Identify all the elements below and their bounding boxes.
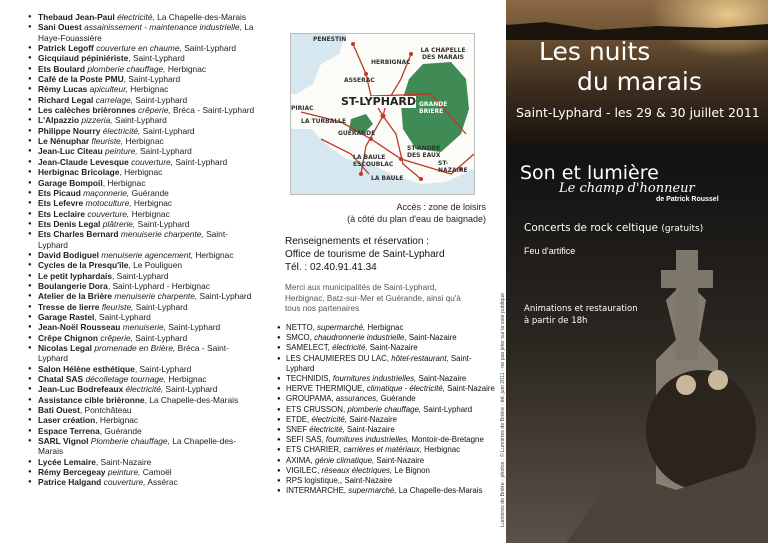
- sponsors-place: Herbignac: [131, 208, 170, 219]
- info-panel: [256, 0, 506, 543]
- map-label: PIRIAC: [291, 105, 314, 112]
- sponsors-name: Ets Lefevre: [38, 198, 84, 209]
- sponsors-place: Saint-Lyphard: [135, 301, 188, 312]
- partners-item: [277, 333, 497, 343]
- sponsors-place: Saint-Lyphard: [184, 43, 237, 54]
- sponsors-item: ● Cycles de la Presqu'île, Le Pouliguen: [30, 260, 256, 270]
- sponsors-place: Saint-Lyphard: [98, 311, 151, 322]
- partners-place: Saint-Nazaire: [349, 414, 397, 424]
- partners-item: [277, 486, 497, 496]
- sponsors-place: Herbignac: [124, 167, 163, 178]
- sponsors-item: [30, 188, 256, 198]
- map-label: ST-LYPHARD: [341, 95, 417, 108]
- sponsors-activity: Plomberie chauffage,: [90, 436, 170, 447]
- sponsors-item: [30, 384, 256, 394]
- fireworks-line: Feu d'artifice: [524, 246, 576, 256]
- sponsors-item: [30, 436, 256, 457]
- sponsors-item: ● Café de la Poste PMU, Saint-Lyphard: [30, 74, 256, 84]
- partners-name: SNEF: [286, 425, 308, 435]
- location-map: [290, 33, 475, 195]
- sponsors-name: Jean-Claude Levesque: [38, 156, 129, 167]
- event-dates: Saint-Lyphard - les 29 & 30 juillet 2011: [516, 105, 760, 120]
- sponsors-place: Assérac: [147, 477, 178, 488]
- sponsors-place: Saint-Lyphard: [114, 115, 167, 126]
- partners-activity: plomberie chauffage,: [347, 404, 422, 414]
- sponsors-item: [30, 95, 256, 105]
- sponsors-place: Pontchâteau: [84, 405, 132, 416]
- sponsors-place: Herbignac: [130, 84, 169, 95]
- partners-activity: chaudronnerie industrielle,: [314, 333, 407, 343]
- partners-place: Saint-Nazaire: [418, 374, 467, 384]
- partners-place: Le Bignon: [394, 465, 430, 475]
- sponsors-item: [30, 146, 256, 156]
- map-label: ASSERAC: [344, 77, 375, 84]
- map-label: LA BAULE ESCOUBLAC: [353, 154, 394, 168]
- sponsors-place: Guérande: [131, 187, 169, 198]
- partners-item: [277, 435, 497, 445]
- sponsors-name: Thebaud Jean-Paul: [38, 12, 115, 22]
- sponsors-name: David Bodiguel: [38, 249, 99, 260]
- partners-activity: fournitures industrielles,: [332, 374, 417, 384]
- sponsors-place: Saint-Lyphard: [116, 270, 169, 281]
- partners-name: LES CHAUMIERES DU LAC,: [286, 353, 390, 363]
- partners-item: [277, 323, 497, 333]
- partners-item: [277, 384, 497, 394]
- sponsors-name: Café de la Poste PMU: [38, 74, 124, 85]
- sponsors-activity: fleuriste,: [91, 136, 124, 147]
- sponsors-activity: motoculture,: [85, 198, 132, 209]
- sponsors-place: Guérande: [104, 425, 142, 436]
- sponsors-place: Herbignac: [167, 63, 207, 74]
- sponsors-item: [30, 157, 256, 167]
- partners-place: Herbignac: [424, 445, 461, 455]
- sponsors-activity: couverture,: [103, 477, 146, 488]
- sponsors-name: Patrick Legoff: [38, 43, 94, 54]
- partners-item: [277, 394, 497, 404]
- partners-item: [277, 343, 497, 353]
- sponsors-panel: [0, 0, 256, 543]
- map-label: HERBIGNAC: [371, 59, 411, 66]
- sponsors-name: Ets Picaud: [38, 187, 81, 198]
- sponsors-activity: carrelage,: [95, 94, 133, 105]
- partners-place: Saint-Nazaire: [376, 455, 425, 465]
- sponsors-name: Salon Hélène esthétique: [38, 363, 135, 374]
- partner-list: [277, 323, 497, 496]
- contact-heading: Renseignements et réservation :: [285, 236, 429, 247]
- sponsors-name: Atelier de la Brière: [38, 291, 113, 302]
- sponsors-activity: crêperie,: [138, 105, 171, 116]
- sponsors-name: Assistance cible brièronne: [38, 394, 145, 405]
- sponsors-item: ● Herbignac Bricolage, Herbignac: [30, 167, 256, 177]
- sponsors-place: Le Pouliguen: [133, 260, 183, 271]
- sponsors-item: [30, 64, 256, 74]
- sponsors-name: Nicolas Legal: [38, 343, 92, 353]
- sponsors-activity: électricité,: [117, 12, 155, 22]
- sponsors-item: [30, 115, 256, 125]
- partners-place: La Chapelle-des-Marais: [398, 486, 483, 496]
- partners-name: ETS CHARIER,: [286, 445, 342, 455]
- sponsors-place: La Chapelle-des-Marais: [149, 394, 239, 405]
- partners-place: Saint-Nazaire: [408, 333, 457, 343]
- sponsors-name: Sani Ouest: [38, 22, 82, 33]
- sponsors-place: Herbignac: [125, 136, 164, 147]
- partners-name: GROUPAMA,: [286, 394, 334, 404]
- sponsors-place: Herbignac: [195, 249, 234, 260]
- partners-place: Saint-Nazaire: [344, 476, 393, 486]
- partners-place: Herbignac: [367, 323, 404, 332]
- sponsors-item: ● Lycée Lemaire, Saint-Nazaire: [30, 457, 256, 467]
- sponsors-place: La Chapelle-des-Marais: [157, 12, 247, 22]
- map-label: GRANDE BRIERE: [419, 101, 448, 115]
- sponsors-name: Garage Bompoil: [38, 177, 103, 188]
- partners-place: Saint-Nazaire: [369, 343, 418, 353]
- sponsors-name: Ets Boulard: [38, 63, 85, 74]
- partners-activity: climatique - électricité,: [366, 384, 445, 394]
- sponsors-item: [30, 302, 256, 312]
- sponsors-name: Laser création: [38, 415, 96, 426]
- sponsors-item: [30, 219, 256, 229]
- partners-name: ETS CRUSSON,: [286, 404, 346, 414]
- sponsors-name: Espace Terrena: [38, 425, 100, 436]
- sponsors-item: ● Bati Ouest, Pontchâteau: [30, 405, 256, 415]
- contact-phone: Tél. : 02.40.91.41.34: [285, 262, 377, 273]
- map-label: GUERANDE: [338, 130, 376, 137]
- sponsors-item: ● Le petit lyphardais, Saint-Lyphard: [30, 271, 256, 281]
- sponsors-item: [30, 291, 256, 301]
- sponsors-item: [30, 209, 256, 219]
- partners-activity: électricité,: [309, 425, 345, 435]
- partners-name: ETDE,: [286, 414, 310, 424]
- sponsors-name: Gicquiaud pépiniériste: [38, 53, 129, 64]
- concerts-label: Concerts de rock celtique: [524, 222, 659, 234]
- sponsors-item: [30, 105, 256, 115]
- sponsors-place: Saint-Lyphard: [128, 74, 181, 85]
- sponsors-name: Richard Legal: [38, 94, 94, 105]
- sponsors-name: Ets Charles Bernard: [38, 229, 119, 240]
- sponsors-place: Saint-Lyphard: [199, 291, 252, 302]
- partners-item: [277, 466, 497, 476]
- sponsors-item: ● Boulangerie Dora, Saint-Lyphard - Herbignac: [30, 281, 256, 291]
- sponsors-activity: maçonnerie,: [83, 187, 130, 198]
- map-label: ST-NAZAIRE: [438, 160, 468, 174]
- credit-line: Lumières de Brière - photos : © Lumières de Brière - éd. juin 2011 - ne pas jeter sur la voie publique: [500, 292, 506, 527]
- sponsors-place: Saint-Lyphard: [135, 94, 188, 105]
- partners-place: Saint-Nazaire: [447, 384, 495, 394]
- sponsors-activity: peinture,: [107, 467, 141, 478]
- access-line: Accès : zone de loisirs: [396, 202, 486, 212]
- partners-place: Saint-Nazaire: [346, 425, 395, 435]
- sponsors-activity: menuiserie agencement,: [101, 249, 194, 260]
- partners-name: SMCO,: [286, 333, 312, 343]
- sponsors-name: Herbignac Bricolage: [38, 167, 120, 178]
- sponsors-item: ● Garage Bompoil, Herbignac: [30, 178, 256, 188]
- sponsors-place: Saint-Lyphard - Herbignac: [112, 280, 210, 291]
- sponsors-activity: pizzeria,: [81, 115, 113, 126]
- sponsors-name: L'Alpazzio: [38, 115, 80, 126]
- sponsors-place: Saint-Lyphard: [175, 156, 228, 167]
- contact-info: [285, 235, 445, 274]
- sponsors-name: Jean-Luc Bodrefeaux: [38, 384, 124, 395]
- sponsors-name: Les calèches brièronnes: [38, 105, 136, 116]
- animations-line: Animations et restauration à partir de 18h: [524, 304, 638, 326]
- sponsors-item: ● Salon Hélène esthétique, Saint-Lyphard: [30, 364, 256, 374]
- partners-name: TECHNIDIS,: [286, 374, 331, 384]
- map-label: PENESTIN: [313, 36, 347, 43]
- partners-place: Saint-Lyphard: [423, 404, 473, 414]
- sponsors-activity: électricité,: [102, 125, 141, 136]
- sponsors-place: Saint-Lyphard: [38, 229, 228, 250]
- sponsors-activity: plomberie chauffage,: [87, 63, 166, 74]
- sponsors-item: [30, 126, 256, 136]
- partners-activity: électricité,: [332, 343, 368, 353]
- sponsors-name: Crêpe Chignon: [38, 332, 99, 343]
- sponsors-item: ● Laser création, Herbignac: [30, 415, 256, 425]
- sponsors-item: ● Gicquiaud pépiniériste, Saint-Lyphard: [30, 53, 256, 63]
- sponsors-name: Patrice Halgand: [38, 477, 102, 488]
- partners-item: [277, 445, 497, 455]
- sponsors-name: Tresse de lierre: [38, 301, 100, 312]
- sponsors-name: Philippe Nourry: [38, 125, 101, 136]
- sponsors-item: [30, 333, 256, 343]
- sponsors-place: Herbignac: [133, 198, 173, 209]
- sponsors-activity: décolletage tournage,: [85, 374, 167, 385]
- contact-office: Office de tourisme de Saint-Lyphard: [285, 249, 445, 260]
- sponsors-place: Saint-Lyphard: [142, 125, 195, 136]
- sponsors-activity: apiculteur,: [89, 84, 128, 95]
- partners-item: [277, 415, 497, 425]
- sponsors-activity: couverture en chaume,: [96, 43, 182, 54]
- partners-activity: génie climatique,: [314, 455, 375, 465]
- sponsors-item: ● Assistance cible brièronne, La Chapelle-des-Marais: [30, 395, 256, 405]
- show-author: de Patrick Roussel: [656, 196, 719, 203]
- partners-name: VIGILEC,: [286, 465, 320, 475]
- partners-place: Saint-Lyphard: [286, 353, 472, 373]
- sponsors-activity: fleuriste,: [101, 301, 134, 312]
- sponsors-name: Ets Denis Legal: [38, 218, 101, 229]
- partners-item: [277, 425, 497, 435]
- sponsors-item: [30, 198, 256, 208]
- sponsors-activity: électricité,: [125, 384, 164, 395]
- sponsors-place: La Chapelle-des-Marais: [38, 436, 237, 457]
- sponsors-name: Ets Leclaire: [38, 208, 86, 219]
- sponsors-item: [30, 136, 256, 146]
- sponsors-name: Lycée Lemaire: [38, 456, 96, 467]
- sponsors-activity: menuiserie charpente,: [114, 291, 198, 302]
- sponsors-item: [30, 374, 256, 384]
- map-label: LA BAULE: [371, 175, 404, 182]
- sponsors-activity: peinture,: [105, 146, 138, 157]
- cover-title-line1: Les nuits: [539, 37, 651, 66]
- sponsors-item: ● Garage Rastel, Saint-Lyphard: [30, 312, 256, 322]
- sponsors-name: Cycles de la Presqu'île: [38, 260, 129, 271]
- sponsors-item: [30, 467, 256, 477]
- sponsors-name: Jean-Luc Citeau: [38, 146, 103, 157]
- partners-name: RPS logistique,: [286, 476, 340, 486]
- sponsors-item: [30, 322, 256, 332]
- show-subtitle: Le champ d'honneur: [559, 181, 695, 196]
- partners-item: [277, 405, 497, 415]
- sponsors-place: Herbignac: [107, 177, 146, 188]
- partners-item: [277, 456, 497, 466]
- partners-item: [277, 374, 497, 384]
- partners-place: Montoir-de-Bretagne: [411, 435, 484, 445]
- show-title: Son et lumière: [520, 162, 659, 184]
- sponsors-name: Le Nénuphar: [38, 136, 90, 147]
- sponsors-place: Camoël: [142, 467, 172, 478]
- sponsors-name: Chatal SAS: [38, 374, 84, 385]
- sponsors-name: Le petit lyphardais: [38, 270, 112, 281]
- partners-name: SEFI SAS,: [286, 435, 324, 445]
- sponsors-item: [30, 43, 256, 53]
- sponsors-place: Herbignac: [99, 415, 139, 426]
- sponsors-item: [30, 229, 256, 250]
- partners-activity: assurances,: [335, 394, 379, 404]
- sponsors-activity: assainissement - maintenance industrielle,: [84, 22, 242, 33]
- partners-activity: carrières et matériaux,: [343, 445, 422, 455]
- concerts-note: (gratuits): [661, 224, 704, 234]
- partners-activity: hôtel-restaurant,: [391, 353, 449, 363]
- map-label: LA CHAPELLE DES MARAIS: [420, 47, 466, 61]
- partners-activity: supermarché,: [348, 486, 397, 496]
- sponsors-item: [30, 84, 256, 94]
- access-line: (à côté du plan d'eau de baignade): [347, 214, 486, 224]
- partners-activity: supermarché,: [317, 323, 366, 332]
- partners-activity: réseaux électriques,: [321, 465, 393, 475]
- sponsors-place: Saint-Lyphard: [137, 218, 190, 229]
- sponsors-place: Saint-Lyphard: [139, 146, 192, 157]
- sponsors-name: Rémy Bercegeay: [38, 467, 106, 478]
- partners-name: NETTO,: [286, 323, 315, 332]
- sponsors-item: [30, 343, 256, 364]
- sponsors-item: [30, 477, 256, 487]
- sponsors-place: Bréca - Saint-Lyphard: [38, 343, 229, 364]
- partners-name: SAMELECT,: [286, 343, 330, 353]
- sponsors-activity: menuiserie charpente,: [120, 229, 204, 240]
- sponsors-name: Boulangerie Dora: [38, 280, 108, 291]
- sponsors-place: La Haye-Fouassière: [38, 22, 254, 43]
- access-note: [258, 201, 486, 225]
- partners-name: INTERMARCHE,: [286, 486, 347, 496]
- sponsors-activity: couverture,: [131, 156, 173, 167]
- sponsors-item: ● Espace Terrena, Guérande: [30, 426, 256, 436]
- sponsors-place: Saint-Lyphard: [168, 322, 221, 333]
- sponsors-place: Saint-Lyphard: [135, 332, 188, 343]
- partners-item: ● RPS logistique,, Saint-Nazaire: [277, 476, 497, 486]
- sponsors-place: Saint-Lyphard: [165, 384, 218, 395]
- sponsors-name: Garage Rastel: [38, 311, 95, 322]
- sponsor-list: [0, 0, 256, 488]
- sponsors-activity: crêperie,: [100, 332, 133, 343]
- sponsors-item: [30, 22, 256, 43]
- sponsors-place: Bréca - Saint-Lyphard: [173, 105, 255, 116]
- partners-name: AXIMA,: [286, 455, 313, 465]
- sponsors-activity: plâtrerie,: [102, 218, 136, 229]
- sponsors-item: [30, 250, 256, 260]
- sponsors-activity: couverture,: [87, 208, 130, 219]
- thanks-text: Merci aux municipalités de Saint-Lyphard, Herbignac, Batz-sur-Mer et Guérande, ainsi qu'à tous nos partenaires: [285, 283, 461, 313]
- partners-item: [277, 354, 497, 374]
- partners-activity: fournitures industrielles,: [325, 435, 410, 445]
- cover-panel: [506, 0, 768, 543]
- concerts-line: [524, 222, 703, 234]
- sponsors-place: Saint-Nazaire: [100, 456, 152, 467]
- partners-place: Guérande: [380, 394, 416, 404]
- cover-title-line2: du marais: [577, 67, 702, 96]
- map-label: ST-ANDRE DES EAUX: [407, 145, 441, 159]
- sponsors-activity: promenade en Brière,: [94, 343, 176, 353]
- sponsors-item: [30, 12, 256, 22]
- sponsors-activity: menuiserie,: [122, 322, 167, 333]
- sponsors-name: Rémy Lucas: [38, 84, 88, 95]
- sponsors-name: Bati Ouest: [38, 405, 80, 416]
- sponsors-place: Saint-Lyphard: [139, 363, 192, 374]
- sponsors-place: Saint-Lyphard: [132, 53, 185, 64]
- partners-name: HERVE THERMIQUE,: [286, 384, 365, 394]
- map-label: LA TURBALLE: [301, 118, 347, 125]
- sponsors-name: Jean-Noël Rousseau: [38, 322, 121, 333]
- sponsors-place: Herbignac: [168, 374, 207, 385]
- sponsors-name: SARL Vignol: [38, 436, 89, 447]
- partners-activity: électricité,: [311, 414, 347, 424]
